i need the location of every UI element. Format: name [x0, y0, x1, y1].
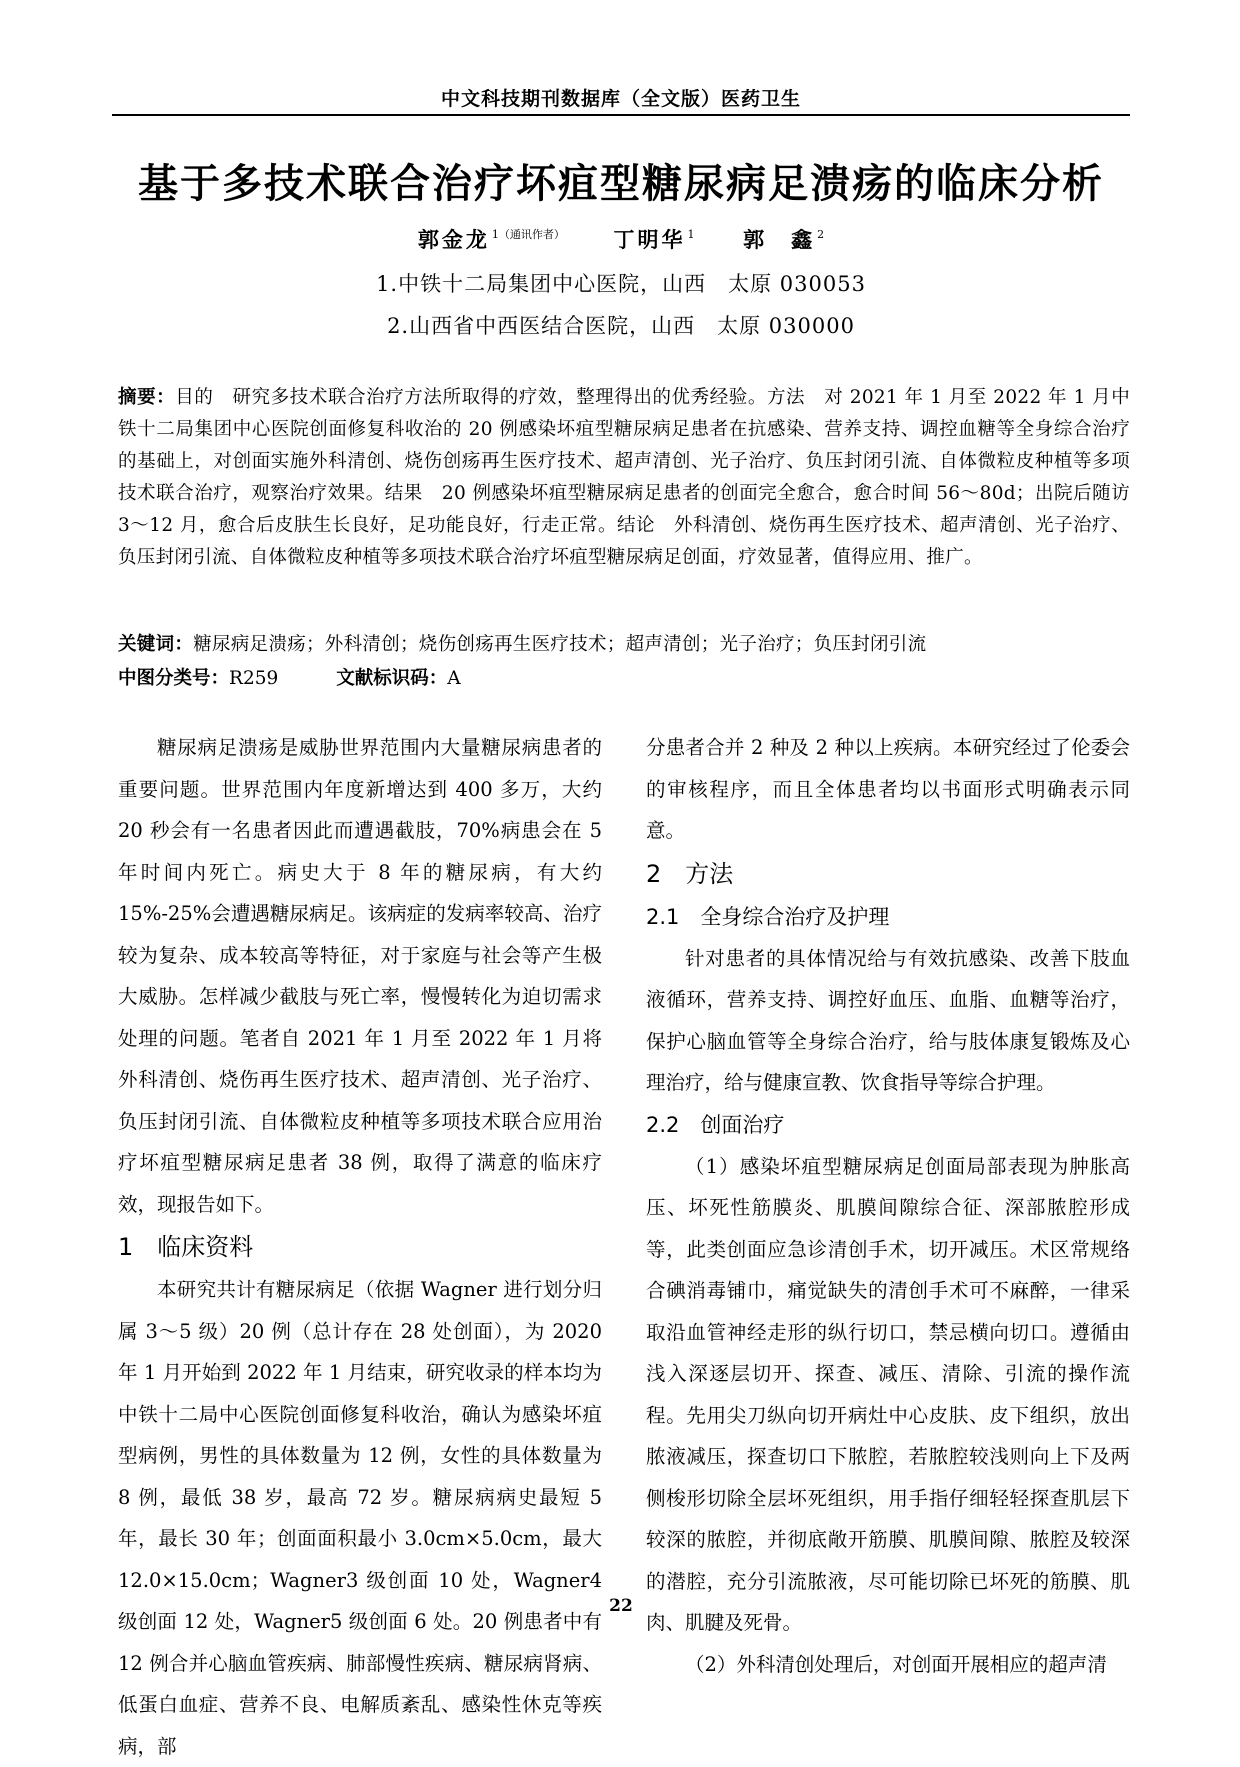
body-paragraph: 糖尿病足溃疡是威胁世界范围内大量糖尿病患者的重要问题。世界范围内年度新增达到 400 多万，大约 20 秒会有一名患者因此而遭遇截肢，70%病患会在 5 年时间内死亡。病史大于 8 年的糖尿病，有大约 15%-25%会遭遇糖尿病足。该病症的发病率较高、治疗较为复杂、成本较高等特征，对于家庭与社会等产生极大威胁。怎样减少截肢与死亡率，慢慢转化为迫切需求处理的问题。笔者自 2021 年 1 月至 2022 年 1 月将外科清创、烧伤再生医疗技术、超声清创、光子治疗、负压封闭引流、自体微粒皮种植等多项技术联合应用治疗坏疽型糖尿病足患者 38 例，取得了满意的临床疗效，现报告如下。	[118, 736, 602, 1216]
subsection-heading: 2.1 全身综合治疗及护理	[646, 904, 890, 929]
author-affil-mark: 1（通讯作者）	[491, 228, 565, 241]
keywords-label: 关键词：	[118, 634, 194, 655]
body-paragraph: 针对患者的具体情况给与有效抗感染、改善下肢血液循环，营养支持、调控好血压、血脂、血糖等治疗，保护心脑血管等全身综合治疗，给与肢体康复锻炼及心理治疗，给与健康宣教、饮食指导等综合护理。	[646, 946, 1130, 1094]
doc-code-value: A	[447, 668, 461, 689]
body-column-right	[646, 727, 1130, 1685]
subsection-heading: 2.2 创面治疗	[646, 1112, 785, 1137]
section-heading: 1 临床资料	[118, 1233, 254, 1261]
affiliation: 1.中铁十二局集团中心医院，山西 太原 030053	[376, 272, 866, 296]
section-heading: 2 方法	[646, 859, 734, 888]
keywords-text: 糖尿病足溃疡；外科清创；烧伤创疡再生医疗技术；超声清创；光子治疗；负压封闭引流	[193, 634, 927, 655]
author-name: 郭 鑫	[743, 227, 816, 252]
page-number: 22	[609, 1596, 633, 1616]
clc-label: 中图分类号：	[118, 668, 230, 689]
body-paragraph: 本研究共计有糖尿病足（依据 Wagner 进行划分归属 3～5 级）20 例（总计存在 28 处创面），为 2020 年 1 月开始到 2022 年 1 月结束，研究收录的样本均为中铁十二局中心医院创面修复科收治，确认为感染坏疽型病例，男性的具体数量为 12 例，女性的具体数量为 8 例，最低 38 岁，最高 72 岁。糖尿病病史最短 5 年，最长 30 年；创面面积最小 3.0cm×5.0cm，最大 12.0×15.0cm；Wagner3 级创面 10 处，Wagner4 级创面 12 处，Wagner5 级创面 6 处。20 例患者中有 12 例合并心脑血管疾病、肺部慢性疾病、糖尿病肾病、低蛋白血症、营养不良、电解质紊乱、感染性休克等疾病，部	[118, 1278, 602, 1758]
paper-title: 基于多技术联合治疗坏疽型糖尿病足溃疡的临床分析	[138, 161, 1104, 207]
abstract	[118, 382, 1130, 574]
author-name: 丁明华	[613, 227, 686, 252]
journal-header: 中文科技期刊数据库（全文版）医药卫生	[440, 88, 801, 110]
abstract-text: 目的 研究多技术联合治疗方法所取得的疗效，整理得出的优秀经验。方法 对 2021 年 1 月至 2022 年 1 月中铁十二局集团中心医院创面修复科收治的 20 例感染坏疽型糖尿病足患者在抗感染、营养支持、调控血糖等全身综合治疗的基础上，对创面实施外科清创、烧伤创疡再生医疗技术、超声清创、光子治疗、负压封闭引流、自体微粒皮种植等多项技术联合治疗，观察治疗效果。结果 20 例感染坏疽型糖尿病足患者的创面完全愈合，愈合时间 56～80d；出院后随访 3～12 月，愈合后皮肤生长良好，足功能良好，行走正常。结论 外科清创、烧伤再生医疗技术、超声清创、光子治疗、负压封闭引流、自体微粒皮种植等多项技术联合治疗坏疽型糖尿病足创面，疗效显著，值得应用、推广。	[118, 387, 1130, 568]
affiliation: 2.山西省中西医结合医院，山西 太原 030000	[387, 314, 855, 338]
doc-code-label: 文献标识码：	[336, 668, 448, 689]
abstract-label: 摘要：	[118, 387, 176, 408]
body-paragraph: （2）外科清创处理后，对创面开展相应的超声清	[685, 1652, 1107, 1676]
classification-line	[118, 664, 1130, 694]
body-paragraph: 分患者合并 2 种及 2 种以上疾病。本研究经过了伦委会的审核程序，而且全体患者均以书面形式明确表示同意。	[646, 736, 1130, 842]
author-affil-mark: 2	[817, 228, 825, 241]
keywords	[118, 630, 1130, 660]
clc-value: R259	[229, 668, 279, 689]
author-affil-mark: 1	[687, 228, 695, 241]
author-list	[112, 224, 1130, 254]
author-name: 郭金龙	[417, 227, 490, 252]
header-rule	[112, 114, 1130, 116]
body-paragraph: （1）感染坏疽型糖尿病足创面局部表现为肿胀高压、坏死性筋膜炎、肌膜间隙综合征、深部脓腔形成等，此类创面应急诊清创手术，切开减压。术区常规络合碘消毒铺巾，痛觉缺失的清创手术可不麻醉，一律采取沿血管神经走形的纵行切口，禁忌横向切口。遵循由浅入深逐层切开、探查、减压、清除、引流的操作流程。先用尖刀纵向切开病灶中心皮肤、皮下组织，放出脓液减压，探查切口下脓腔，若脓腔较浅则向上下及两侧梭形切除全层坏死组织，用手指仔细轻轻探查肌层下较深的脓腔，并彻底敞开筋膜、肌膜间隙、脓腔及较深的潜腔，充分引流脓液，尽可能切除已坏死的筋膜、肌肉、肌腱及死骨。	[646, 1154, 1130, 1634]
